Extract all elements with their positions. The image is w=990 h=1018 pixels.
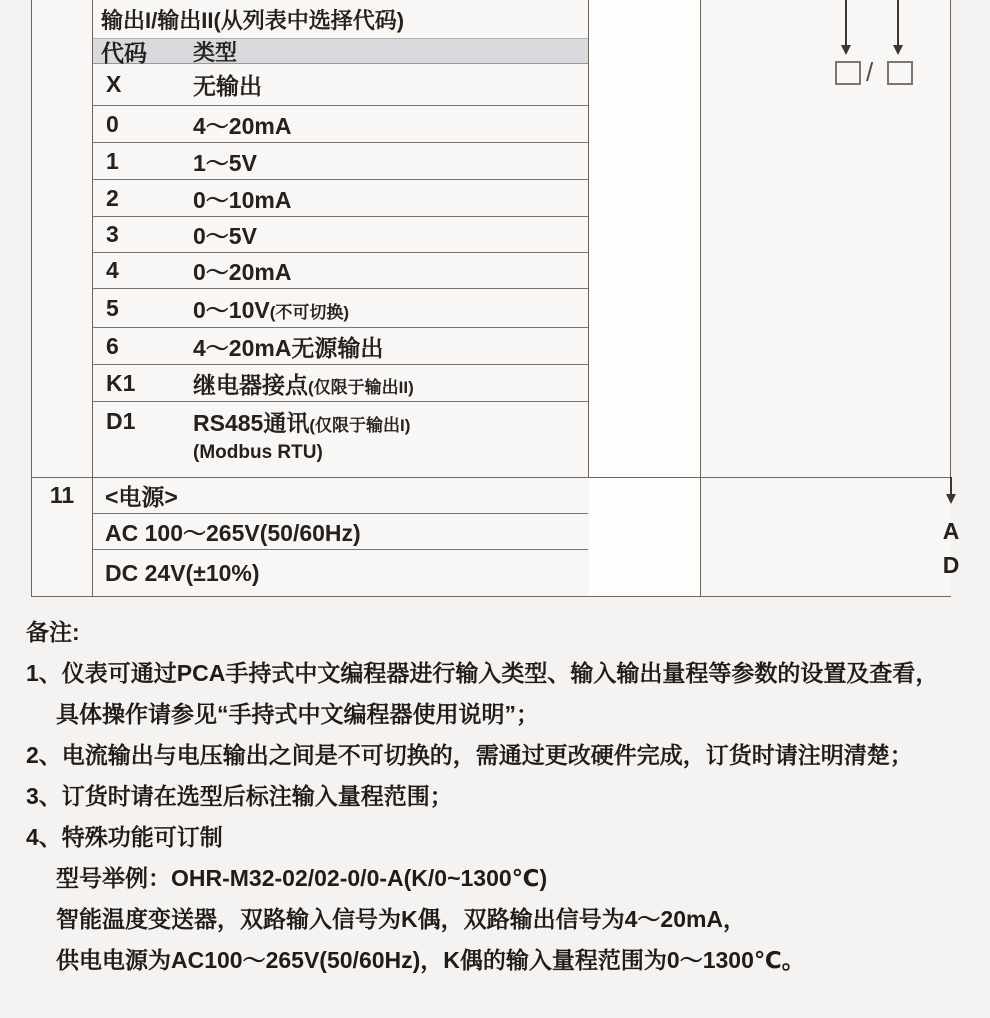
model-example-line: 型号举例：OHR-M32-02/02-0/0-A(K/0~1300℃): [56, 865, 548, 891]
type-cell: [193, 292, 349, 325]
type-text: 4～20mA无源输出: [193, 334, 384, 361]
power-section: [93, 477, 588, 596]
type-text: 4～20mA: [193, 112, 292, 139]
power-option-dc: DC 24V(±10%): [105, 559, 260, 586]
type-cell: [193, 145, 257, 178]
arrow-line: [897, 0, 899, 45]
notes-section: [0, 612, 990, 981]
code-cell: 0: [106, 110, 119, 137]
model-example-line: 供电电源为AC100～265V(50/60Hz)，K偶的输入量程范围为0～1300℃。: [56, 947, 805, 973]
code-cell: 2: [106, 184, 119, 211]
code-cell: 4: [106, 257, 119, 283]
note-item: 1、仪表可通过PCA手持式中文编程器进行输入类型、输入输出量程等参数的设置及查看，: [26, 660, 939, 686]
type-note: (仅限于输出II): [308, 377, 414, 397]
code-cell: 5: [106, 294, 119, 321]
model-example-line: 智能温度变送器，双路输入信号为K偶，双路输出信号为4～20mA，: [56, 906, 747, 932]
model-code-separator: /: [866, 57, 874, 87]
table-row: [93, 253, 588, 289]
type-cell: [193, 254, 291, 287]
table-bottom-border: [31, 596, 951, 597]
column-header-code: 代码: [101, 39, 147, 66]
type-cell: [193, 367, 414, 400]
output-section-title: 输出I/输出II(从列表中选择代码): [101, 7, 405, 33]
code-cell: D1: [106, 408, 136, 434]
type-text: 0～20mA: [193, 259, 292, 285]
table-row: [93, 106, 588, 143]
model-code-box: [835, 61, 861, 85]
table-row: [93, 64, 588, 106]
arrow-down-icon: [841, 45, 851, 55]
type-text: 1～5V: [193, 149, 257, 176]
type-cell: [193, 68, 262, 101]
table-right-border: [950, 0, 951, 477]
note-item: 3、订货时请在选型后标注输入量程范围；: [26, 783, 453, 809]
type-text: RS485通讯: [193, 410, 310, 436]
type-text: 0～5V: [193, 223, 257, 249]
power-title-row: <电源>: [93, 477, 588, 514]
type-cell: [193, 405, 410, 438]
power-option-ac: AC 100～265V(50/60Hz): [93, 514, 588, 550]
type-note: (仅限于输出I): [309, 416, 411, 435]
table-row: [93, 328, 588, 365]
table-row: [93, 365, 588, 402]
table-row: [93, 289, 588, 328]
arrow-down-icon: [946, 494, 956, 504]
type-cell: [193, 218, 257, 251]
code-cell: 3: [106, 221, 119, 247]
note-item: 4、特殊功能可订制: [26, 824, 223, 850]
type-text: 0～10mA: [193, 186, 292, 213]
power-code-ac: A: [942, 518, 960, 544]
table-row: [93, 180, 588, 217]
arrow-line: [950, 477, 952, 494]
arrow-down-icon: [893, 45, 903, 55]
type-cell: [193, 182, 291, 215]
table-row: [93, 402, 588, 441]
code-cell: 1: [106, 147, 119, 174]
type-cell: [193, 108, 291, 141]
table-header-row: [93, 38, 588, 64]
table-middle-column-border: [700, 0, 701, 597]
row-number-cell: 11: [49, 482, 75, 508]
note-item-continuation: 具体操作请参见“手持式中文编程器使用说明”；: [56, 701, 539, 727]
inner-table-right-border: [588, 0, 589, 477]
code-cell: X: [106, 71, 122, 97]
table-row: [93, 217, 588, 253]
arrow-line: [845, 0, 847, 45]
type-text: 继电器接点: [193, 371, 308, 398]
table-row: [93, 143, 588, 180]
type-cell: [193, 330, 383, 363]
model-code-box: [887, 61, 913, 85]
output-code-table: [93, 0, 588, 477]
type-note: (不可切换): [269, 302, 350, 322]
type-text: 无输出: [193, 73, 262, 99]
table-row-continuation: [93, 441, 588, 477]
power-code-dc: D: [942, 552, 960, 578]
modbus-note: (Modbus RTU): [193, 442, 323, 463]
note-item: 2、电流输出与电压输出之间是不可切换的，需通过更改硬件完成，订货时请注明清楚；: [26, 742, 913, 768]
table-middle-column: [589, 0, 700, 596]
column-header-type: 类型: [193, 39, 238, 65]
type-text: 0～10V: [193, 296, 270, 323]
code-cell: 6: [106, 332, 119, 359]
notes-label: 备注:: [26, 619, 80, 645]
code-cell: K1: [106, 369, 136, 396]
